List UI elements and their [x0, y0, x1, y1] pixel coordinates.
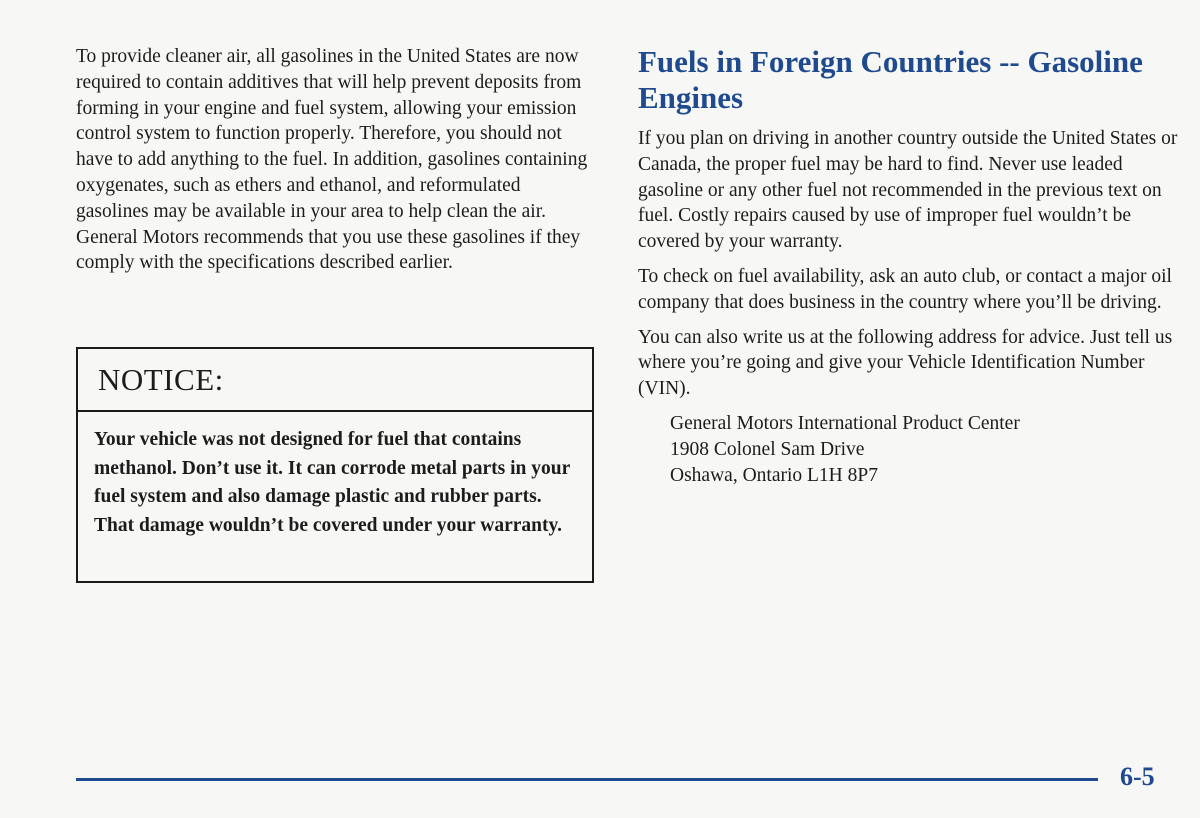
- address-line: General Motors International Product Center: [670, 412, 1020, 434]
- gasoline-additives-paragraph: To provide cleaner air, all gasolines in the United States are now required to contain additives that will help prevent deposits from forming in your engine and fuel system, allowing your emission control system to function properly. Therefore, you should not have to add anything to the fuel. In addition, gasolines containing oxygenates, such as ethers and ethanol, and reformulated gasolines may be available in your area to help clean the air. General Motors recommends that you use these gasolines if they comply with the specifications described earlier.: [76, 46, 588, 274]
- address-line: Oshawa, Ontario L1H 8P7: [670, 464, 878, 486]
- notice-body: Your vehicle was not designed for fuel that contains methanol. Don’t use it. It can corrode metal parts in your fuel system and also damage plastic and rubber parts. That damage wouldn’t be covered under your warranty.: [94, 429, 570, 536]
- footer-rule: [76, 778, 1098, 781]
- section-heading: Fuels in Foreign Countries -- Gasoline Engines: [638, 44, 1143, 115]
- paragraph-write-us: You can also write us at the following address for advice. Just tell us where you’re going and give your Vehicle Identification Number (VIN).: [638, 326, 1173, 400]
- paragraph-fuel-availability: To check on fuel availability, ask an auto club, or contact a major oil company that does business in the country where you’ll be driving.: [638, 265, 1172, 313]
- left-column: [76, 44, 596, 276]
- notice-title: NOTICE:: [98, 361, 224, 397]
- mailing-address: [670, 411, 1178, 488]
- paragraph-foreign-fuel: If you plan on driving in another country outside the United States or Canada, the proper fuel may be hard to find. Never use leaded gasoline or any other fuel not recommended in the previous text on fuel. Costly repairs caused by use of improper fuel wouldn’t be covered by your warranty.: [638, 128, 1178, 253]
- right-column: [638, 44, 1178, 488]
- address-line: 1908 Colonel Sam Drive: [670, 438, 865, 460]
- notice-header: [78, 349, 592, 412]
- notice-box: [76, 347, 594, 583]
- page-number: 6-5: [1120, 762, 1155, 791]
